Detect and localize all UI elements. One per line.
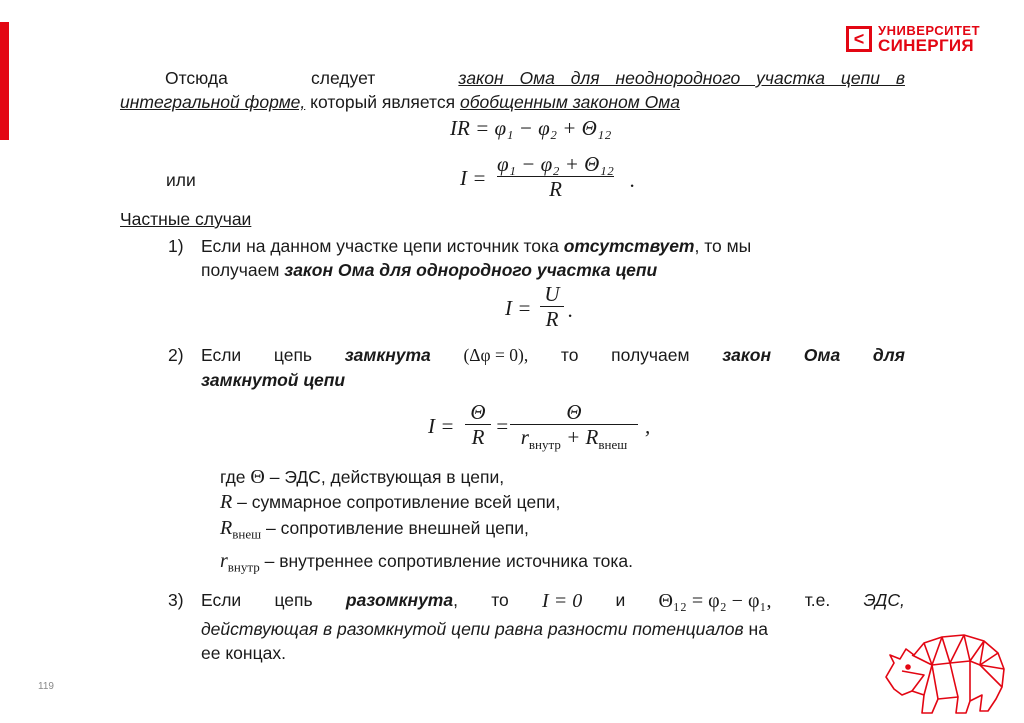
case3-line3: ее концах. — [201, 643, 286, 663]
case2-number: 2) — [168, 345, 184, 365]
where-Rext: $R_{внеш}$ – сопротивление внешней цепи, — [220, 517, 529, 542]
case1-line2: получаем закон Ома для однородного участка цепи — [201, 260, 658, 280]
eq4-frac1: Θ R — [465, 400, 491, 449]
eq3-lhs: I = — [505, 296, 532, 320]
case1-number: 1) — [168, 236, 184, 256]
accent-bar — [0, 22, 9, 140]
where-theta: где Θ – ЭДС, действующая в цепи, — [220, 466, 505, 488]
logo-line2: СИНЕРГИЯ — [878, 36, 974, 55]
eq3-tail: . — [568, 298, 574, 322]
logo-line1: УНИВЕРСИТЕТ — [878, 23, 981, 38]
special-cases-heading: Частные случаи — [120, 209, 252, 229]
equation-ohm-current: φ₁ − φ₂ + Θ₁₂ R — [497, 152, 614, 202]
equation-ohm-integral: IR = φ₁ − φ₂ + Θ₁₂ — [450, 116, 612, 140]
synergy-logo — [846, 24, 980, 54]
para1-line2: интегральной форме, который является обобщенным законом Ома — [120, 92, 680, 112]
equation-closed-circuit: Θ $r_{внутр} + R_{внеш}$ — [510, 400, 638, 458]
eq4-equals: = — [495, 414, 510, 438]
para1-line1: Отсюда следует закон Ома для неоднородного участка цепи в — [165, 68, 905, 88]
eq2-tail: . — [630, 168, 636, 192]
eq4-lhs: I = — [428, 414, 455, 438]
equation-ohm-homogeneous: U R — [540, 282, 564, 331]
logo-mark-icon: < — [846, 26, 872, 52]
eq4-tail: , — [645, 414, 651, 438]
case3-line2: действующая в разомкнутой цепи равна разности потенциалов на — [201, 619, 768, 639]
eq2-lhs: I = — [460, 166, 487, 190]
rhino-logo-icon — [880, 625, 1010, 715]
page-number: 119 — [38, 681, 54, 692]
case3-number: 3) — [168, 590, 184, 610]
or-label: или — [166, 170, 196, 190]
case1-line1: Если на данном участке цепи источник тока отсутствует, то мы — [201, 236, 752, 256]
case2-line1: Если цепь замкнута (Δφ = 0), то получаем закон Ома для — [201, 345, 905, 365]
case3-line1: Если цепь разомкнута, то I = 0 и Θ₁₂ = φ₂ − φ₁, т.е. ЭДС, — [201, 590, 905, 612]
where-rint: $r_{внутр}$ – внутреннее сопротивление источника тока. — [220, 550, 634, 575]
case2-line2: замкнутой цепи — [201, 370, 346, 390]
where-R: R – суммарное сопротивление всей цепи, — [220, 491, 561, 513]
